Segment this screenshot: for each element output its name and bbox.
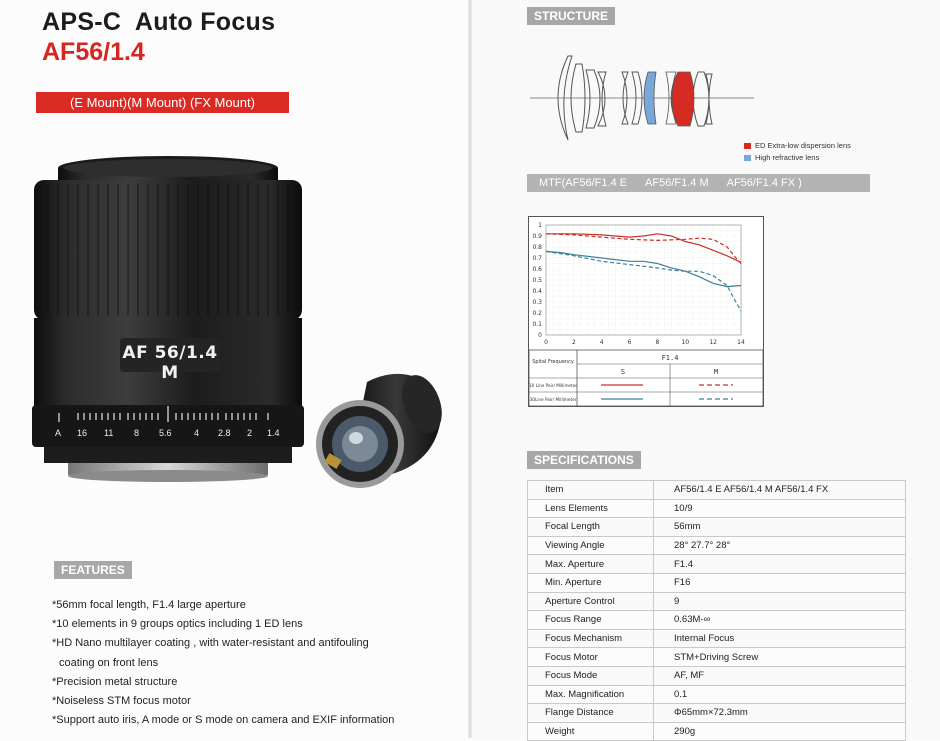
specifications-heading: SPECIFICATIONS: [527, 451, 641, 469]
specifications-table: [527, 480, 906, 741]
legend-ed: [744, 141, 851, 153]
x-tick-label: 0: [544, 339, 548, 346]
y-tick-label: 0.4: [532, 288, 542, 295]
page-title: APS-C Auto Focus: [42, 8, 276, 36]
mtf-heading: [527, 174, 870, 192]
y-tick-label: 0.9: [532, 233, 542, 240]
spec-row: [528, 536, 906, 555]
mount-banner: (E Mount)(M Mount) (FX Mount): [36, 92, 289, 113]
aperture-mark: 16: [77, 428, 88, 438]
aperture-mark: A: [55, 428, 62, 438]
legend-label: ED Extra-low dispersion lens: [755, 141, 851, 150]
mtf-chart: [529, 217, 763, 406]
spec-row: [528, 481, 906, 500]
feature-item: coating on front lens: [59, 656, 159, 669]
mtf-table-header-left-text: Spital Frequency: [532, 359, 574, 365]
spec-value: 0.63M-∞: [654, 611, 906, 630]
spec-key: Viewing Angle: [528, 536, 654, 555]
feature-item: *Support auto iris, A mode or S mode on camera and EXIF information: [52, 714, 395, 727]
spec-key: Aperture Control: [528, 592, 654, 611]
features-list: [52, 596, 457, 730]
spec-value: AF, MF: [654, 666, 906, 685]
spec-row: [528, 555, 906, 574]
y-tick-label: 0.2: [532, 310, 542, 317]
feature-item: *Precision metal structure: [52, 675, 178, 688]
spec-row: [528, 611, 906, 630]
feature-item: *HD Nano multilayer coating , with water-resistant and antifouling: [52, 637, 369, 650]
y-tick-label: 1: [538, 222, 542, 229]
spec-value: F16: [654, 573, 906, 592]
x-tick-label: 14: [737, 339, 745, 346]
spec-value: 56mm: [654, 518, 906, 537]
spec-value: STM+Driving Screw: [654, 648, 906, 667]
y-tick-label: 0.6: [532, 266, 542, 273]
x-tick-label: 12: [709, 339, 717, 346]
mtf-series-line: [546, 234, 741, 263]
feature-item: *Noiseless STM focus motor: [52, 694, 191, 707]
lens-structure-diagram: [528, 52, 756, 142]
features-heading: FEATURES: [54, 561, 132, 579]
y-tick-label: 0.8: [532, 244, 542, 251]
spec-value: F1.4: [654, 555, 906, 574]
model-title: AF56/1.4: [42, 38, 145, 66]
spec-row: [528, 704, 906, 723]
spec-row: [528, 629, 906, 648]
mtf-heading-part: MTF(AF56/F1.4 E: [539, 177, 628, 189]
structure-legend: [744, 141, 851, 165]
aperture-mark: 8: [134, 428, 140, 438]
aperture-mark: 11: [104, 428, 114, 438]
spec-key: Lens Elements: [528, 499, 654, 518]
aperture-mark: 4: [194, 428, 200, 438]
feature-item: *10 elements in 9 groups optics including 1 ED lens: [52, 618, 303, 631]
y-tick-label: 0.3: [532, 299, 542, 306]
spec-row: [528, 666, 906, 685]
spec-value: 28° 27.7° 28°: [654, 536, 906, 555]
aperture-mark: 1.4: [267, 428, 280, 438]
x-tick-label: 4: [599, 339, 604, 346]
spec-key: Weight: [528, 722, 654, 741]
spec-value: AF56/1.4 E AF56/1.4 M AF56/1.4 FX: [654, 481, 906, 500]
spec-key: Focus Mechanism: [528, 629, 654, 648]
structure-heading: STRUCTURE: [527, 7, 615, 25]
legend-swatch-blue: [744, 155, 751, 161]
mtf-table-header-left: [532, 359, 574, 365]
mtf-table-row-30lp: 30Line Pair/ Millimeter: [529, 397, 577, 402]
feature-item: *56mm focal length, F1.4 large aperture: [52, 599, 246, 611]
lens-rear-view: [312, 364, 447, 494]
spec-key: Focus Motor: [528, 648, 654, 667]
spec-row: [528, 518, 906, 537]
spec-value: Internal Focus: [654, 629, 906, 648]
y-tick-label: 0.1: [532, 321, 542, 328]
spec-key: Focus Mode: [528, 666, 654, 685]
x-tick-label: 6: [627, 339, 632, 346]
spec-value: 290g: [654, 722, 906, 741]
mtf-heading-part: AF56/F1.4 FX ): [726, 177, 802, 189]
x-tick-label: 10: [681, 339, 690, 346]
mtf-table-row-10lp: 10 Line Pair/ Millimeter: [529, 383, 578, 388]
y-tick-label: 0: [538, 332, 542, 339]
aperture-scale: [48, 428, 288, 442]
spec-row: [528, 685, 906, 704]
mtf-heading-part: AF56/F1.4 M: [645, 177, 709, 189]
mtf-table-col-s: S: [620, 368, 626, 376]
spec-row: [528, 573, 906, 592]
lens-model-label: AF 56/1.4 M: [122, 343, 218, 383]
aperture-mark: 5.6: [159, 428, 172, 438]
y-tick-label: 0.7: [532, 255, 542, 262]
spec-row: [528, 499, 906, 518]
spec-value: 10/9: [654, 499, 906, 518]
aperture-mark: 2.8: [218, 428, 231, 438]
x-tick-label: 2: [571, 339, 576, 346]
spec-value: Φ65mm×72.3mm: [654, 704, 906, 723]
mtf-chart-frame: [528, 216, 764, 407]
mtf-table-header-right: F1.4: [661, 354, 679, 362]
mtf-table-col-m: M: [713, 368, 719, 376]
spec-value: 9: [654, 592, 906, 611]
legend-swatch-red: [744, 143, 751, 149]
spec-key: Max. Aperture: [528, 555, 654, 574]
legend-label: High refractive lens: [755, 153, 820, 162]
spec-key: Max. Magnification: [528, 685, 654, 704]
spec-row: [528, 722, 906, 741]
spec-key: Item: [528, 481, 654, 500]
aperture-mark: 2: [247, 428, 253, 438]
spec-key: Focal Length: [528, 518, 654, 537]
spec-row: [528, 648, 906, 667]
y-tick-label: 0.5: [532, 277, 542, 284]
spec-key: Focus Range: [528, 611, 654, 630]
spec-key: Flange Distance: [528, 704, 654, 723]
spec-value: 0.1: [654, 685, 906, 704]
spec-key: Min. Aperture: [528, 573, 654, 592]
x-tick-label: 8: [655, 339, 660, 346]
legend-high-refractive: [744, 153, 851, 165]
spec-row: [528, 592, 906, 611]
page-fold: [468, 0, 472, 738]
